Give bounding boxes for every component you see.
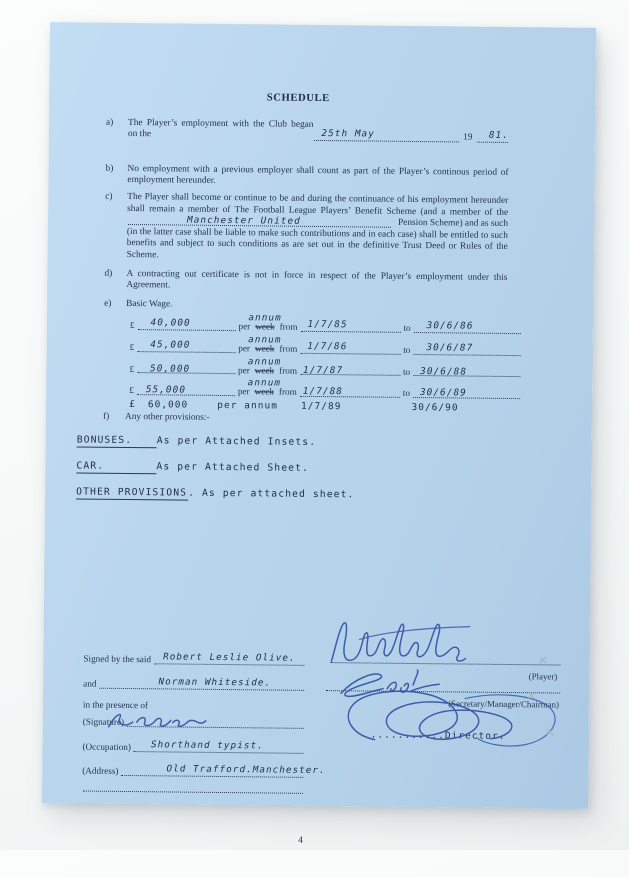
other-provisions-row	[76, 487, 591, 505]
item-a-text: The Player’s employment with the Club began on the	[127, 117, 314, 140]
page-title: SCHEDULE	[266, 92, 330, 105]
pencil-check-mark	[546, 727, 556, 737]
typed-occupation: Shorthand typist.	[150, 739, 264, 752]
to-label: to	[403, 344, 411, 355]
currency-symbol: £	[129, 385, 134, 396]
typed-unit: annum	[247, 377, 282, 389]
signed-by-label: Signed by the said	[83, 654, 152, 665]
typed-player-name: Robert Leslie Olive.	[163, 651, 296, 665]
typed-amount: 60,000	[147, 399, 189, 411]
item-b-letter: b)	[105, 163, 114, 174]
item-c-letter: c)	[105, 191, 113, 202]
year-fill	[475, 129, 509, 144]
item-d-text: A contracting out certificate is not in force in respect of the Player’s employment under this Agreement.	[126, 268, 508, 291]
typed-begin-date: 25th May	[321, 128, 376, 140]
dotted-line	[300, 331, 400, 333]
per-label: per	[237, 386, 250, 397]
item-e-text: Basic Wage.	[126, 298, 173, 310]
week-label-struck: week	[254, 343, 275, 354]
typed-year: 81.	[488, 129, 509, 142]
occupation-row	[82, 740, 304, 756]
bonuses-row	[77, 435, 592, 453]
typed-address: Old Trafford.Manchester.	[166, 763, 326, 777]
car-row	[76, 461, 591, 479]
player-caption: (Player)	[528, 671, 558, 682]
from-label: from	[279, 321, 298, 333]
typed-club-name: Manchester United	[186, 214, 301, 227]
item-b-text: No employment with a previous employer shall count as part of the Player’s continous period of employment hereunder.	[127, 163, 509, 187]
page-number: 4	[298, 834, 303, 846]
wage-table	[129, 310, 522, 414]
pencil-check-mark	[527, 691, 537, 701]
other-provisions-text: . As per attached sheet.	[188, 488, 355, 501]
address-row	[82, 763, 326, 780]
item-c	[105, 192, 509, 266]
typed-start-date: 1/7/89	[300, 400, 342, 413]
pencil-check-mark	[538, 655, 548, 665]
per-label: per	[238, 321, 251, 332]
secretary-signature-line	[325, 679, 561, 695]
schedule-items	[104, 117, 509, 314]
from-label: from	[279, 365, 298, 376]
item-c-line2: (in the latter case shall be liable to make such contributions and in each case) shall be entitled to such benefits and subject to such conditions as are set out in the definitive Trust Deed or Rules of the Scheme.	[126, 226, 508, 261]
year-prefix: 19	[463, 132, 473, 143]
item-a	[106, 117, 509, 144]
dotted-line	[127, 726, 304, 729]
typed-unit: annum	[247, 355, 282, 368]
signature-label: (Signature)	[82, 717, 125, 728]
witness-signature-row	[83, 715, 305, 731]
week-label-struck: week	[254, 386, 275, 397]
signed-by-row	[83, 652, 305, 668]
typed-start-date: 1/7/88	[302, 385, 344, 398]
from-label: from	[279, 343, 298, 354]
dotted-line	[83, 791, 303, 794]
item-e-letter: e)	[104, 298, 112, 309]
item-d-letter: d)	[104, 268, 113, 279]
player-signature-line	[329, 651, 561, 667]
typed-start-date: 1/7/86	[307, 340, 348, 353]
typed-second-name: Norman Whiteside.	[158, 676, 272, 689]
item-c-line1: The Player shall become or continue to be and during the continuance of his employment hereunder shall remain a member of The Football League Players’ Benefit Scheme (and a member of the	[127, 191, 509, 218]
other-provisions-label: OTHER PROVISIONS	[76, 486, 188, 500]
and-label: and	[83, 679, 97, 690]
typed-end-date: 30/6/86	[426, 320, 474, 332]
item-f-letter: f)	[102, 411, 110, 422]
item-d	[104, 268, 507, 295]
address-label: (Address)	[82, 766, 119, 777]
occupation-label: (Occupation)	[82, 742, 132, 753]
presence-label: in the presence of	[82, 699, 149, 711]
schedule-page	[41, 90, 595, 877]
director-typed-line: ...........Director.	[370, 729, 506, 743]
to-label: to	[402, 387, 411, 399]
signature-section	[42, 626, 590, 846]
week-label-struck: week	[254, 364, 275, 376]
from-label: from	[278, 386, 297, 397]
per-label: per	[238, 364, 250, 375]
and-row	[83, 677, 305, 693]
contract-paper	[42, 22, 596, 846]
currency-symbol: £	[129, 341, 135, 352]
typed-amount: 45,000	[150, 339, 191, 351]
dotted-line	[326, 690, 560, 693]
wage-row-4	[129, 375, 521, 401]
secretary-caption: (Secretary/Manager/Chairman)	[448, 698, 560, 710]
bonuses-label: BONUSES.	[77, 435, 157, 448]
item-a-row	[128, 118, 509, 145]
typed-amount: 40,000	[150, 317, 191, 329]
per-label: per	[238, 343, 251, 354]
blank-dotted-row	[82, 780, 304, 796]
to-label: to	[402, 366, 411, 377]
provisions-block	[76, 435, 592, 505]
date-fill	[313, 128, 460, 145]
car-label: CAR.	[76, 461, 156, 474]
item-b	[105, 164, 508, 191]
typed-end-date: 30/6/87	[426, 342, 474, 354]
bonuses-text: As per Attached Insets.	[156, 435, 317, 449]
typed-unit: annum	[248, 334, 282, 346]
typed-unit: annum	[248, 312, 282, 324]
typed-end-date: 30/6/90	[411, 402, 459, 414]
typed-amount: 55,000	[145, 384, 187, 396]
typed-unit: per annum	[217, 400, 279, 412]
typed-amount: 50,000	[150, 362, 191, 375]
car-text: As per Attached Sheet.	[156, 461, 310, 475]
item-a-letter: a)	[106, 117, 114, 128]
dotted-line	[330, 662, 560, 665]
currency-symbol: £	[129, 363, 135, 374]
currency-symbol: £	[129, 399, 136, 411]
currency-symbol: £	[129, 320, 135, 331]
to-label: to	[403, 323, 411, 334]
typed-start-date: 1/7/87	[302, 364, 344, 376]
week-label-struck: week	[255, 321, 275, 332]
typed-end-date: 30/6/88	[420, 365, 468, 378]
dotted-line	[300, 352, 400, 354]
item-c-after-club: Pension Scheme) and as such	[397, 217, 509, 230]
item-f-text: Any other provisions:-	[124, 411, 210, 423]
dotted-line	[314, 140, 459, 143]
typed-start-date: 1/7/85	[307, 319, 348, 331]
typed-end-date: 30/6/89	[419, 387, 467, 399]
